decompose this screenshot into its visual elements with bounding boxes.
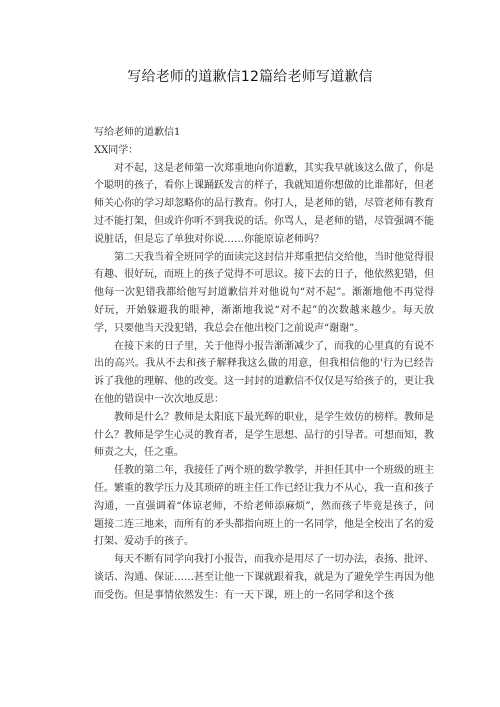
document-body — [94, 124, 434, 605]
paragraph: 任教的第二年，我接任了两个班的数学教学，并担任其中一个班级的班主任。繁重的教学压力及其琐碎的班主任工作已经让我力不从心，我一直和孩子沟通，一直强调着“体谅老师，不给老师添麻烦”，然而孩子毕竟是孩子，问题接二连三地来，而所有的矛头都指向班上的一名同学，他是全校出了名的爱打架、爱动手的孩子。 — [94, 465, 434, 548]
paragraph: 每天不断有同学向我打小报告，而我亦是用尽了一切办法，表扬、批评、谈话、沟通、保证……甚至让他一下课就跟着我，就是为了避免学生再因为他而受伤。但是事情依然发生：有一天下课，班上的一名同学和这个孩 — [94, 554, 434, 601]
letter-salutation: XX同学： — [94, 144, 139, 156]
paragraph: 教师是什么？教师是太阳底下最光辉的职业，是学生效仿的榜样。教师是什么？教师是学生心灵的教育者，是学生思想、品行的引导者。可想而知，教师责之大，任之重。 — [94, 411, 434, 459]
paragraph: 第二天我当着全班同学的面读完这封信并郑重把信交给他，当时他觉得很有趣、很好玩，而班上的孩子觉得不可思议。接下去的日子，他依然犯错，但他每一次犯错我都给他写封道歉信并对他说句“对不起”。渐渐地他不再觉得好玩，开始躲避我的眼神，渐渐地我说“对不起”的次数越来越少。每天放学，只要他当天没犯错，我总会在他出校门之前说声“谢谢”。 — [94, 251, 434, 334]
paragraph: 在接下来的日子里，关于他得小报告渐渐减少了，而我的心里真的有说不出的高兴。我从不去和孩子解释我这么做的用意，但我相信他的'行为已经告诉了我他的理解、他的改变。这一封封的道歉信不仅仅是写给孩子的，更让我在他的错误中一次次地反思： — [94, 340, 434, 405]
letter-subtitle: 写给老师的道歉信1 — [94, 127, 181, 138]
paragraph: 对不起，这是老师第一次郑重地向你道歉，其实我早就该这么做了，你是个聪明的孩子，看你上课踊跃发言的样子，我就知道你想做的比谁都好，但老师关心你的学习却忽略你的品行教育。你打人，是老师的错，尽管老师有教育过不能打架，但或许你听不到我说的话。你骂人，是老师的错，尽管强调不能说脏话，但是忘了单独对你说……你能原谅老师吗？ — [94, 162, 434, 245]
document-title: 写给老师的道歉信12篇给老师写道歉信 — [127, 69, 373, 85]
